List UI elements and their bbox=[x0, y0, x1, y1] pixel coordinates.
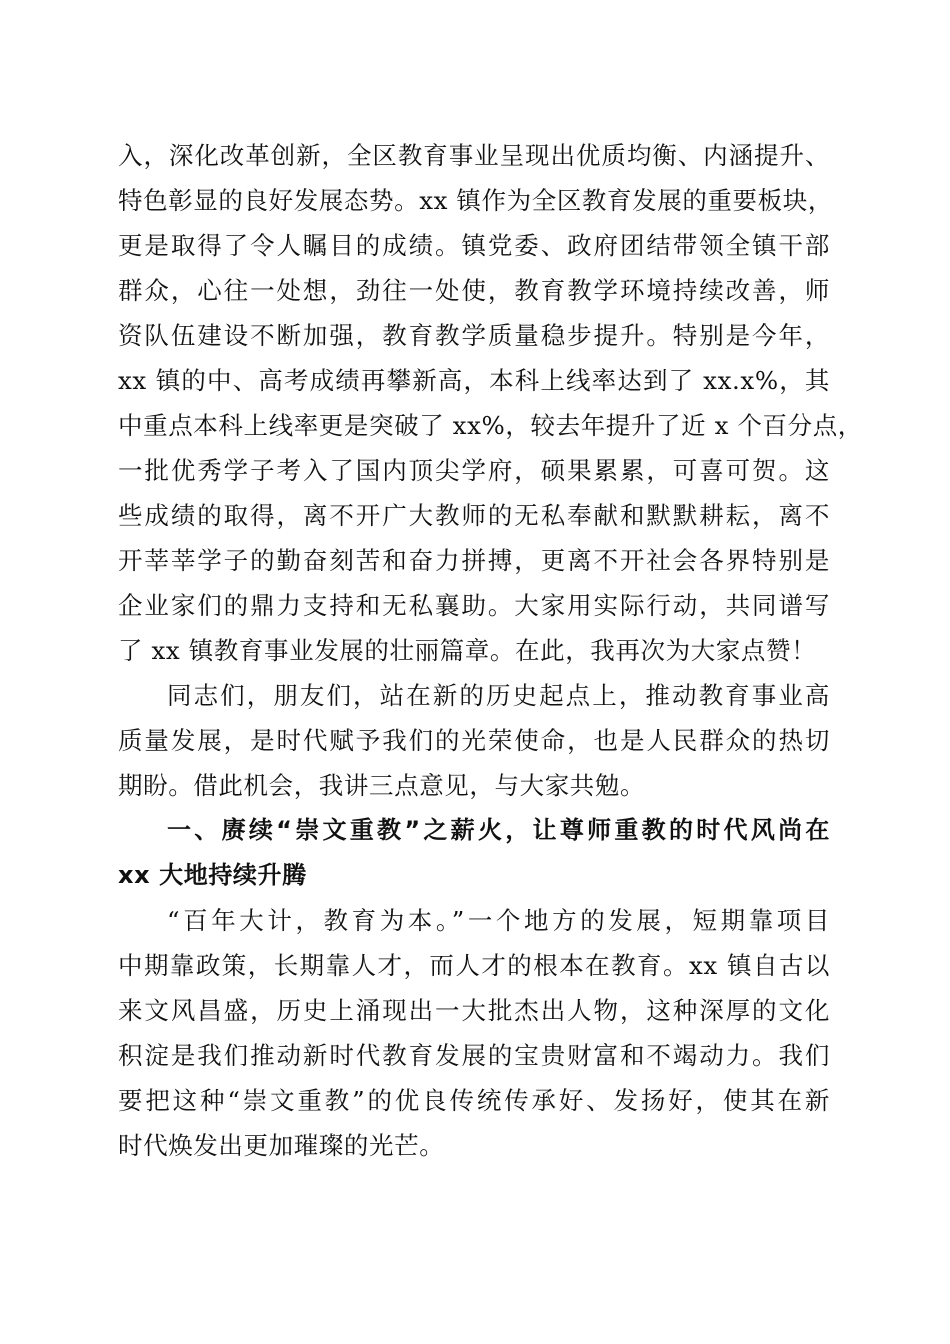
text-line: 群众，心往一处想，劲往一处使，教育教学环境持续改善，师 bbox=[118, 276, 830, 305]
text-line: 时代焕发出更加璀璨的光芒。 bbox=[118, 1131, 445, 1160]
text-line: 期盼。借此机会，我讲三点意见，与大家共勉。 bbox=[118, 771, 646, 800]
paragraph-achievements bbox=[118, 133, 863, 673]
text-line: 更是取得了令人瞩目的成绩。镇党委、政府团结带领全镇干部 bbox=[118, 231, 830, 260]
paragraph-opinions bbox=[118, 673, 830, 808]
text-line: 企业家们的鼎力支持和无私襄助。大家用实际行动，共同谱写 bbox=[118, 591, 830, 620]
text-line: 了 xx 镇教育事业发展的壮丽篇章。在此，我再次为大家点赞！ bbox=[118, 636, 817, 665]
text-line: 中期靠政策，长期靠人才，而人才的根本在教育。xx 镇自古以 bbox=[118, 951, 830, 980]
text-line: 同志们，朋友们，站在新的历史起点上，推动教育事业高 bbox=[167, 681, 830, 710]
section-heading-1 bbox=[118, 808, 830, 898]
heading-line: xx 大地持续升腾 bbox=[118, 861, 307, 889]
text-line: 积淀是我们推动新时代教育发展的宝贵财富和不竭动力。我们 bbox=[118, 1041, 830, 1070]
text-line: 入，深化改革创新，全区教育事业呈现出优质均衡、内涵提升、 bbox=[118, 141, 830, 170]
text-line: 质量发展，是时代赋予我们的光荣使命，也是人民群众的热切 bbox=[118, 726, 830, 755]
text-line: 特色彰显的良好发展态势。xx 镇作为全区教育发展的重要板块， bbox=[118, 186, 833, 215]
text-line: 资队伍建设不断加强，教育教学质量稳步提升。特别是今年， bbox=[118, 321, 830, 350]
document-body bbox=[118, 133, 863, 1168]
text-line: 开莘莘学子的勤奋刻苦和奋力拼搏，更离不开社会各界特别是 bbox=[118, 546, 830, 575]
paragraph-tradition bbox=[118, 898, 830, 1168]
heading-line: 一、赓续“崇文重教”之薪火，让尊师重教的时代风尚在 bbox=[167, 816, 830, 844]
text-line: “百年大计，教育为本。”一个地方的发展，短期靠项目 bbox=[167, 906, 830, 935]
text-line: 来文风昌盛，历史上涌现出一大批杰出人物，这种深厚的文化 bbox=[118, 996, 830, 1025]
text-line: 中重点本科上线率更是突破了 xx%，较去年提升了近 x 个百分点， bbox=[118, 411, 863, 440]
text-line: 一批优秀学子考入了国内顶尖学府，硕果累累，可喜可贺。这 bbox=[118, 456, 830, 485]
text-line: xx 镇的中、高考成绩再攀新高，本科上线率达到了 xx.x%，其 bbox=[118, 366, 830, 395]
text-line: 些成绩的取得，离不开广大教师的无私奉献和默默耕耘，离不 bbox=[118, 501, 830, 530]
text-line: 要把这种“崇文重教”的优良传统传承好、发扬好，使其在新 bbox=[118, 1086, 830, 1115]
